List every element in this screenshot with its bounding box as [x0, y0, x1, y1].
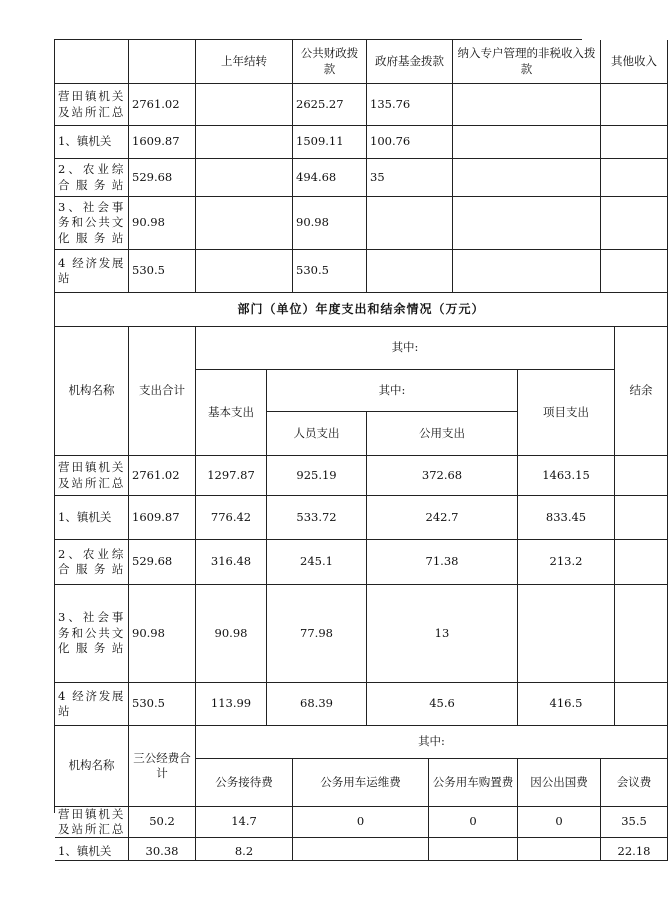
expense-row-personnel: 245.1	[267, 540, 367, 585]
income-row-public-finance: 2625.27	[293, 84, 367, 126]
expense-row-balance	[615, 496, 668, 540]
three-public-header-total: 三公经费合计	[129, 726, 196, 807]
three-public-row-reception: 14.7	[196, 807, 293, 838]
income-row-non-tax	[453, 197, 601, 250]
expense-row-project: 1463.15	[518, 456, 615, 496]
income-row-other	[601, 159, 668, 197]
income-row-gov-fund: 35	[367, 159, 453, 197]
income-row-gov-fund: 100.76	[367, 126, 453, 159]
three-public-row-total: 30.38	[129, 838, 196, 861]
expense-row-total: 530.5	[129, 683, 196, 726]
expense-row-name: 4 经济发展站	[55, 683, 129, 726]
income-row-gov-fund	[367, 197, 453, 250]
expense-row-public-use: 45.6	[367, 683, 518, 726]
income-header-other: 其他收入	[601, 40, 668, 84]
three-public-row-meeting: 35.5	[601, 807, 668, 838]
expense-row-project: 833.45	[518, 496, 615, 540]
expense-row-public-use: 372.68	[367, 456, 518, 496]
expense-table-title: 部门（单位）年度支出和结余情况（万元）	[55, 293, 668, 327]
expense-row-total: 529.68	[129, 540, 196, 585]
income-row-name: 营田镇机关及站所汇总	[55, 84, 129, 126]
expense-row-basic: 316.48	[196, 540, 267, 585]
income-row-other	[601, 84, 668, 126]
three-public-header-meeting: 会议费	[601, 759, 668, 807]
three-public-header-of-which: 其中:	[196, 726, 668, 759]
income-header-gov-fund: 政府基金拨款	[367, 40, 453, 84]
three-public-row-vehicle-maint	[293, 838, 429, 861]
expense-header-of-which: 其中:	[196, 327, 615, 370]
income-header-non-tax: 纳入专户管理的非税收入拨款	[453, 40, 601, 84]
expense-header-org: 机构名称	[55, 327, 129, 456]
three-public-row-meeting: 22.18	[601, 838, 668, 861]
income-row-carryover	[196, 197, 293, 250]
income-row-name: 3、社会事务和公共文化服务站	[55, 197, 129, 250]
budget-sheet	[54, 39, 657, 858]
expense-row-basic: 90.98	[196, 585, 267, 683]
three-public-header-abroad: 因公出国费	[518, 759, 601, 807]
income-row-other	[601, 250, 668, 293]
income-row-public-finance: 90.98	[293, 197, 367, 250]
expense-row-project: 416.5	[518, 683, 615, 726]
income-row-carryover	[196, 126, 293, 159]
income-row-other	[601, 197, 668, 250]
expense-row-balance	[615, 456, 668, 496]
three-public-row-abroad: 0	[518, 807, 601, 838]
income-row-other	[601, 126, 668, 159]
expense-header-personnel: 人员支出	[267, 412, 367, 456]
income-row-public-finance: 530.5	[293, 250, 367, 293]
three-public-header-reception: 公务接待费	[196, 759, 293, 807]
income-row-gov-fund: 135.76	[367, 84, 453, 126]
income-row-public-finance: 494.68	[293, 159, 367, 197]
expense-row-personnel: 925.19	[267, 456, 367, 496]
expense-row-name: 1、镇机关	[55, 496, 129, 540]
expense-header-of-which-sub: 其中:	[267, 370, 518, 412]
income-row-total: 90.98	[129, 197, 196, 250]
expense-row-public-use: 71.38	[367, 540, 518, 585]
expense-row-balance	[615, 683, 668, 726]
expense-row-balance	[615, 585, 668, 683]
income-header-total	[129, 40, 196, 84]
income-header-public-finance: 公共财政拨款	[293, 40, 367, 84]
three-public-row-abroad	[518, 838, 601, 861]
expense-row-project: 213.2	[518, 540, 615, 585]
expense-header-balance: 结余	[615, 327, 668, 456]
three-public-header-vehicle-purchase: 公务用车购置费	[429, 759, 518, 807]
expense-row-name: 2、农业综合服务站	[55, 540, 129, 585]
income-row-non-tax	[453, 159, 601, 197]
income-header-carryover: 上年结转	[196, 40, 293, 84]
income-row-name: 4 经济发展站	[55, 250, 129, 293]
expense-row-total: 1609.87	[129, 496, 196, 540]
income-header-org	[55, 40, 129, 84]
three-public-row-name: 营田镇机关及站所汇总	[55, 807, 129, 838]
three-public-row-name: 1、镇机关	[55, 838, 129, 861]
expense-row-personnel: 77.98	[267, 585, 367, 683]
three-public-row-vehicle-purchase	[429, 838, 518, 861]
expense-header-total: 支出合计	[129, 327, 196, 456]
expense-row-personnel: 533.72	[267, 496, 367, 540]
expense-row-project	[518, 585, 615, 683]
income-row-non-tax	[453, 126, 601, 159]
income-row-total: 1609.87	[129, 126, 196, 159]
income-row-public-finance: 1509.11	[293, 126, 367, 159]
three-public-row-total: 50.2	[129, 807, 196, 838]
income-row-carryover	[196, 250, 293, 293]
three-public-row-reception: 8.2	[196, 838, 293, 861]
expense-header-public-use: 公用支出	[367, 412, 518, 456]
expense-row-name: 营田镇机关及站所汇总	[55, 456, 129, 496]
income-row-total: 530.5	[129, 250, 196, 293]
expense-row-public-use: 242.7	[367, 496, 518, 540]
expense-row-balance	[615, 540, 668, 585]
three-public-row-vehicle-maint: 0	[293, 807, 429, 838]
expense-row-basic: 776.42	[196, 496, 267, 540]
income-row-carryover	[196, 159, 293, 197]
income-row-name: 1、镇机关	[55, 126, 129, 159]
income-row-total: 2761.02	[129, 84, 196, 126]
expense-row-total: 2761.02	[129, 456, 196, 496]
income-row-total: 529.68	[129, 159, 196, 197]
expense-row-total: 90.98	[129, 585, 196, 683]
three-public-row-vehicle-purchase: 0	[429, 807, 518, 838]
expense-header-project: 项目支出	[518, 370, 615, 456]
income-row-carryover	[196, 84, 293, 126]
three-public-header-vehicle-maint: 公务用车运维费	[293, 759, 429, 807]
income-row-non-tax	[453, 84, 601, 126]
expense-row-name: 3、社会事务和公共文化服务站	[55, 585, 129, 683]
income-row-gov-fund	[367, 250, 453, 293]
expense-row-public-use: 13	[367, 585, 518, 683]
expense-header-basic: 基本支出	[196, 370, 267, 456]
expense-row-basic: 1297.87	[196, 456, 267, 496]
expense-row-basic: 113.99	[196, 683, 267, 726]
expense-row-personnel: 68.39	[267, 683, 367, 726]
three-public-header-org: 机构名称	[55, 726, 129, 807]
income-row-non-tax	[453, 250, 601, 293]
income-row-name: 2、农业综合服务站	[55, 159, 129, 197]
